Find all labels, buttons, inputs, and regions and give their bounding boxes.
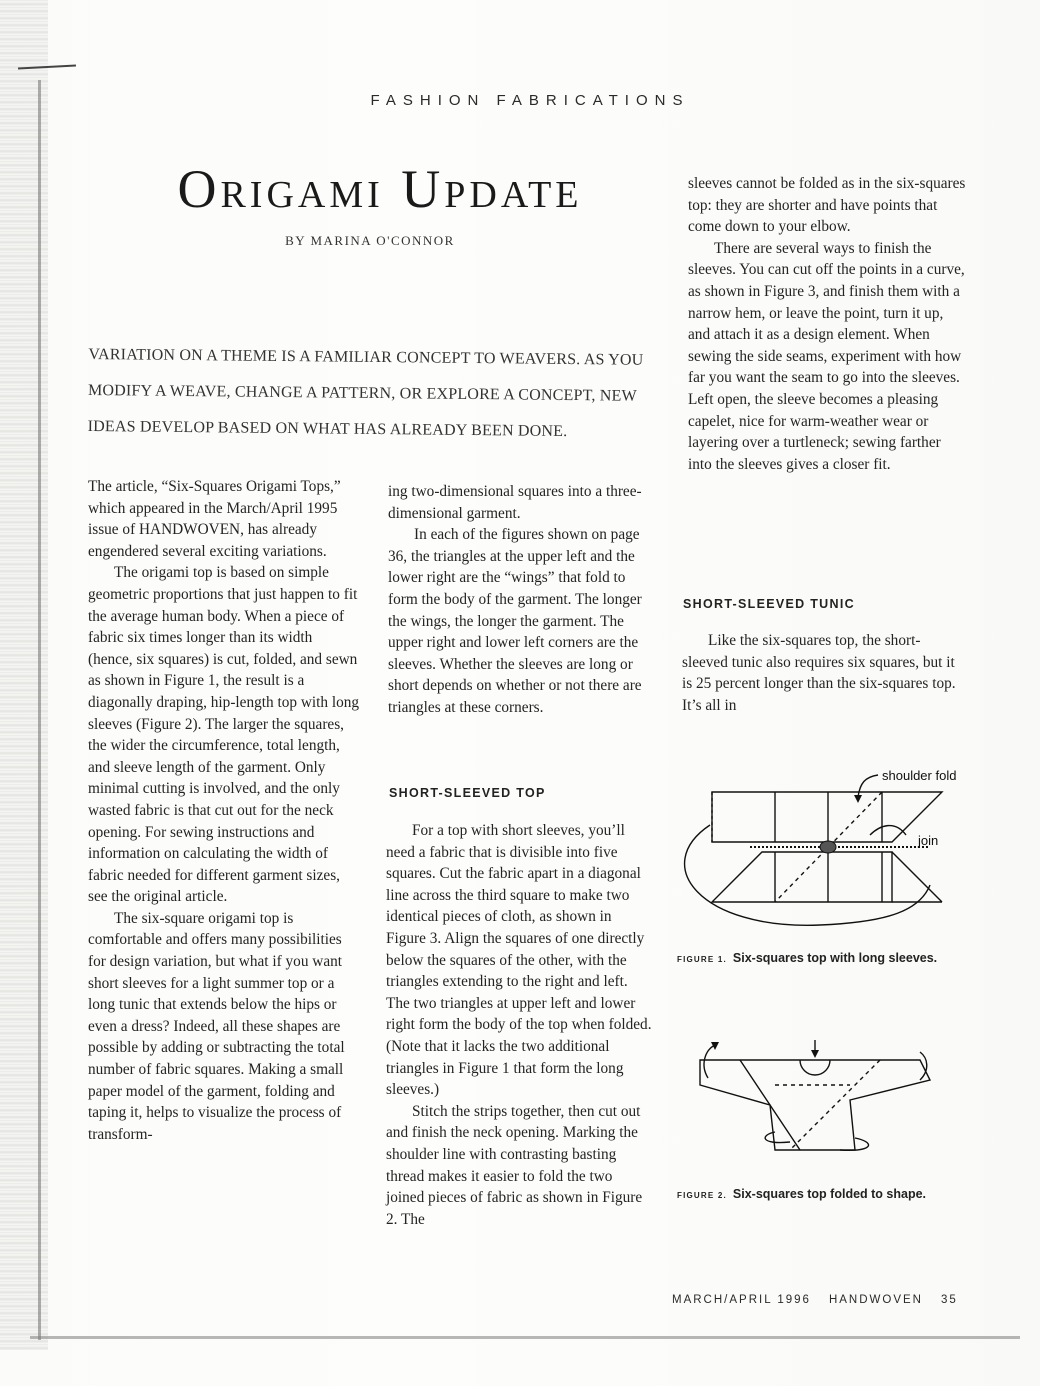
figure-1-diagram xyxy=(670,765,980,945)
paragraph: There are several ways to finish the sleeves. You can cut off the points in a curve, as shown in Figure 3, and finish them with a narrow hem, or leave the point, turn it up, and attach it as a design element. When sewing the side seams, experiment with how far you want the seam to go into the sleeves. Left open, the sleeve becomes a pleasing capelet, nice for warm-weather wear or layering over a turtleneck; sewing farther into the sleeves gives a closer fit. xyxy=(688,239,965,473)
subhead-short-sleeved-tunic: SHORT-SLEEVED TUNIC xyxy=(683,597,855,611)
byline: BY MARINA O'CONNOR xyxy=(285,233,455,248)
column-3 xyxy=(688,173,968,475)
label-join: join xyxy=(918,833,939,848)
neck-opening xyxy=(820,841,836,853)
caption-text: Six-squares top folded to shape. xyxy=(732,1187,927,1201)
caption-text: Six-squares top with long sleeves. xyxy=(732,951,938,965)
lower-strip xyxy=(712,852,892,902)
column-2 xyxy=(388,481,656,719)
label-shoulder-fold: shoulder fold xyxy=(882,768,957,783)
figure-2-caption xyxy=(677,1187,926,1201)
figure-2-diagram xyxy=(680,1030,950,1170)
paragraph: Stitch the strips together, then cut out and finish the neck opening. Marking the shoulder line with contrasting basting thread makes it easier to fold the two joined pieces of fabric as shown in Figure 2. The xyxy=(386,1102,643,1228)
deck-intro: VARIATION ON A THEME IS A FAMILIAR CONCEPT TO WEAVERS. AS YOU MODIFY A WEAVE, CHANGE A PATTERN, OR EXPLORE A CONCEPT, NEW IDEAS DEVELOP BASED ON WHAT HAS ALREADY BEEN DONE. xyxy=(87,345,644,440)
magazine-name: HANDWOVEN xyxy=(828,1294,923,1306)
paragraph: The article, “Six-Squares Origami Tops,” which appeared in the March/April 1995 issue of HANDWOVEN, has already engendered several exciting variations. xyxy=(88,478,341,560)
column-3-continued xyxy=(682,630,958,716)
folded-garment xyxy=(700,1060,930,1150)
subhead-short-sleeved-top: SHORT-SLEEVED TOP xyxy=(389,786,546,800)
page-footer xyxy=(672,1294,958,1306)
issue-date: MARCH/APRIL 1996 xyxy=(672,1294,811,1306)
figure-label: FIGURE 2. xyxy=(677,1191,727,1200)
scan-edge-line xyxy=(38,80,41,1340)
article-title: Origami Update xyxy=(177,159,583,219)
paragraph: Like the six-squares top, the short-sleeved tunic also requires six squares, but it is 25 percent longer than the six-squares top. It’s all in xyxy=(682,632,956,714)
upper-strip xyxy=(712,792,942,842)
scan-bottom-edge xyxy=(30,1336,1020,1339)
paragraph: The origami top is based on simple geometric proportions that just happen to fit the average human body. When a piece of fabric six times longer than its width (hence, six squares) is cut, folded, and sewn as shown in Figure 1, the result is a diagonally draping, hip-length top with long sleeves (Figure 2). The larger the squares, the wider the circumference, total length, and sleeve length of the garment. Only minimal cutting is involved, and the only wasted fabric is that cut out for the neck opening. For sewing instructions and information on calculating the width of fabric needed for different garment sizes, see the original article. xyxy=(88,564,360,906)
figure-label: FIGURE 1. xyxy=(677,955,727,964)
paragraph: sleeves cannot be folded as in the six-squares top: they are shorter and have points that come down to your elbow. xyxy=(688,175,966,236)
column-1 xyxy=(88,476,360,1145)
paragraph: In each of the figures shown on page 36, the triangles at the upper left and the lower right are the “wings” that fold to form the body of the garment. The longer the wings, the longer the garment. The upper right and lower left corners are the sleeves. Whether the sleeves are long or short depends on whether or not there are triangles at these corners. xyxy=(388,526,642,716)
page-number: 35 xyxy=(940,1294,958,1306)
column-2-continued xyxy=(386,820,654,1230)
figure-1-caption xyxy=(677,951,937,965)
running-head: FASHION FABRICATIONS xyxy=(370,92,690,109)
paragraph: For a top with short sleeves, you’ll need a fabric that is divisible into five squares. Cut the fabric apart in a diagonal line across the third square to make two identical pieces of cloth, as shown in Figure 3. Align the squares of one directly below the squares of the other, with the triangles extending to the right and left. The two triangles at upper left and lower right form the body of the top when folded. (Note that it lacks the two additional triangles in Figure 1 that form the long sleeves.) xyxy=(386,822,652,1099)
paragraph: The six-square origami top is comfortable and offers many possibilities for design variation, but what if you want short sleeves for a light summer top or a long tunic that extends below the hips or even a dress? Indeed, all these shapes are possible by adding or subtracting the total number of fabric squares. Making a small paper model of the garment, folding and taping it, helps to visualize the process of transform- xyxy=(88,909,345,1143)
paragraph: ing two-dimensional squares into a three-dimensional garment. xyxy=(388,483,642,522)
neck-curve xyxy=(800,1060,830,1075)
